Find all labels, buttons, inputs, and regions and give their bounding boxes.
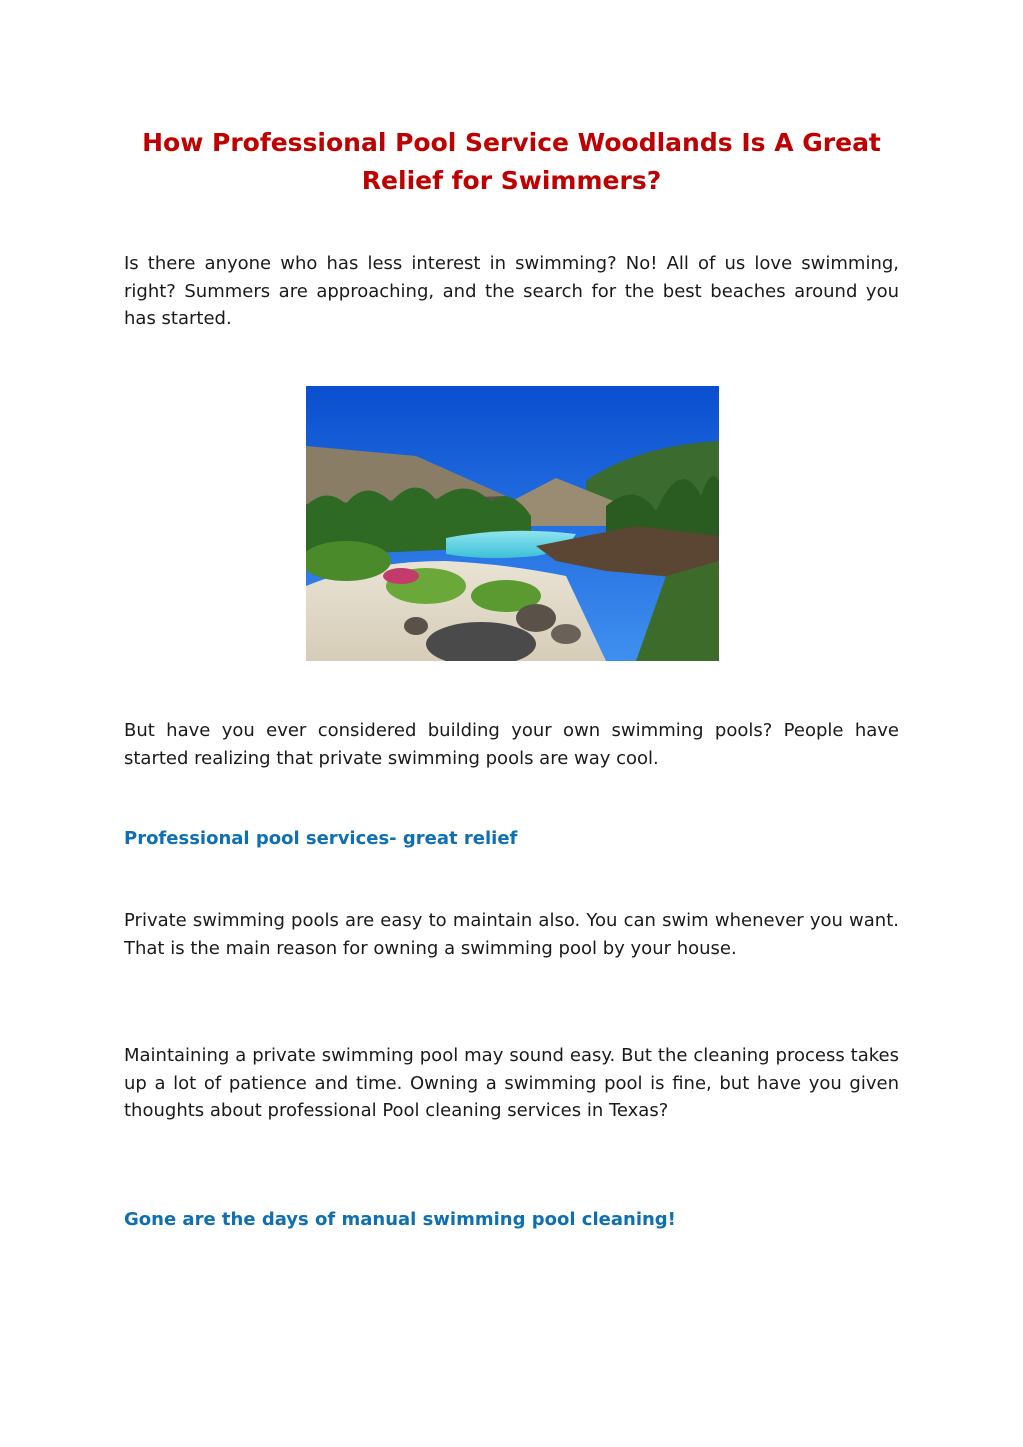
intro-paragraph: Is there anyone who has less interest in swimming? No! All of us love swimming, right? Summers are approaching, and the search for the best beaches around you has started. — [124, 253, 899, 329]
section-heading-1: Professional pool services- great relief — [124, 828, 518, 849]
section-heading-2: Gone are the days of manual swimming pool cleaning! — [124, 1209, 676, 1230]
paragraph-3: Private swimming pools are easy to maintain also. You can swim whenever you want. That is the main reason for owning a swimming pool by your house. — [124, 910, 899, 959]
paragraph-2: But have you ever considered building your own swimming pools? People have started realizing that private swimming pools are way cool. — [124, 720, 899, 769]
paragraph-4: Maintaining a private swimming pool may sound easy. But the cleaning process takes up a lot of patience and time. Owning a swimming pool is fine, but have you given thoughts about professional Pool cleaning services in Texas? — [124, 1045, 899, 1121]
resort-pool-photo-icon — [306, 386, 719, 661]
document-title: How Professional Pool Service Woodlands Is A Great Relief for Swimmers? — [142, 128, 881, 195]
